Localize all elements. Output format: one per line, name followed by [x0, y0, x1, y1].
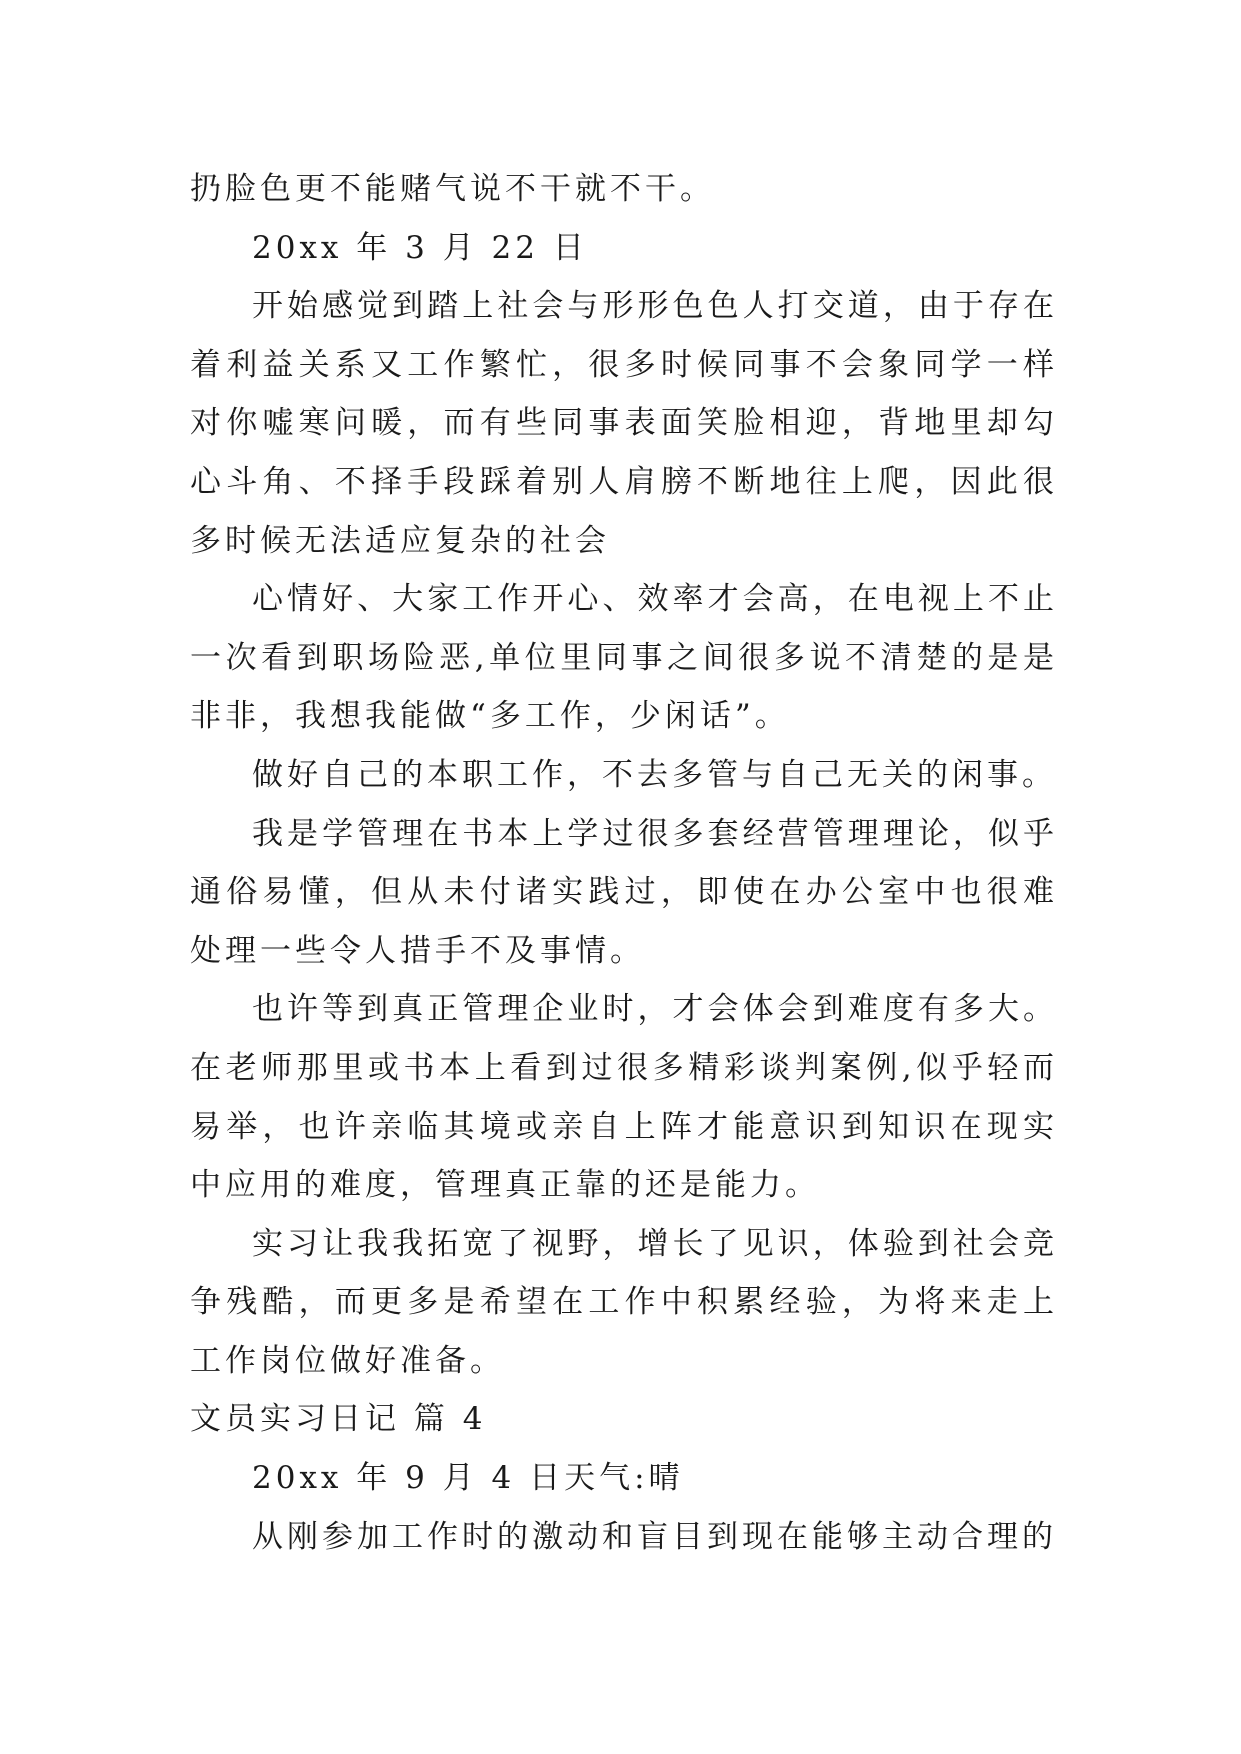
paragraph: 开始感觉到踏上社会与形形色色人打交道，由于存在着利益关系又工作繁忙，很多时候同事不会象同学一样对你嘘寒问暖，而有些同事表面笑脸相迎，背地里却勾心斗角、不择手段踩着别人肩膀不断地往上爬，因此很多时候无法适应复杂的社会: [190, 288, 1058, 559]
paragraph-continuation: 扔脸色更不能赌气说不干就不干。: [190, 171, 715, 207]
paragraph: 做好自己的本职工作，不去多管与自己无关的闲事。: [252, 756, 1057, 793]
paragraph: 从刚参加工作时的激动和盲目到现在能够主动合理的: [252, 1518, 1057, 1555]
diary-date: 20xx 年 3 月 22 日: [252, 229, 588, 266]
paragraph: 我是学管理在书本上学过很多套经营管理理论，似乎通俗易懂，但从未付诸实践过，即使在办公室中也很难处理一些令人措手不及事情。: [190, 815, 1058, 969]
diary-date: 20xx 年 9 月 4 日天气:晴: [252, 1460, 684, 1497]
section-heading: 文员实习日记 篇 4: [190, 1401, 487, 1438]
paragraph: 也许等到真正管理企业时，才会体会到难度有多大。在老师那里或书本上看到过很多精彩谈判案例,似乎轻而易举，也许亲临其境或亲自上阵才能意识到知识在现实中应用的难度，管理真正靠的还是能力。: [190, 991, 1058, 1204]
paragraph: 心情好、大家工作开心、效率才会高，在电视上不止一次看到职场险恶,单位里同事之间很多说不清楚的是是非非，我想我能做“多工作，少闲话”。: [190, 581, 1058, 735]
document-body: [190, 160, 1058, 1566]
paragraph: 实习让我我拓宽了视野，增长了见识，体验到社会竞争残酷，而更多是希望在工作中积累经验，为将来走上工作岗位做好准备。: [190, 1225, 1058, 1379]
